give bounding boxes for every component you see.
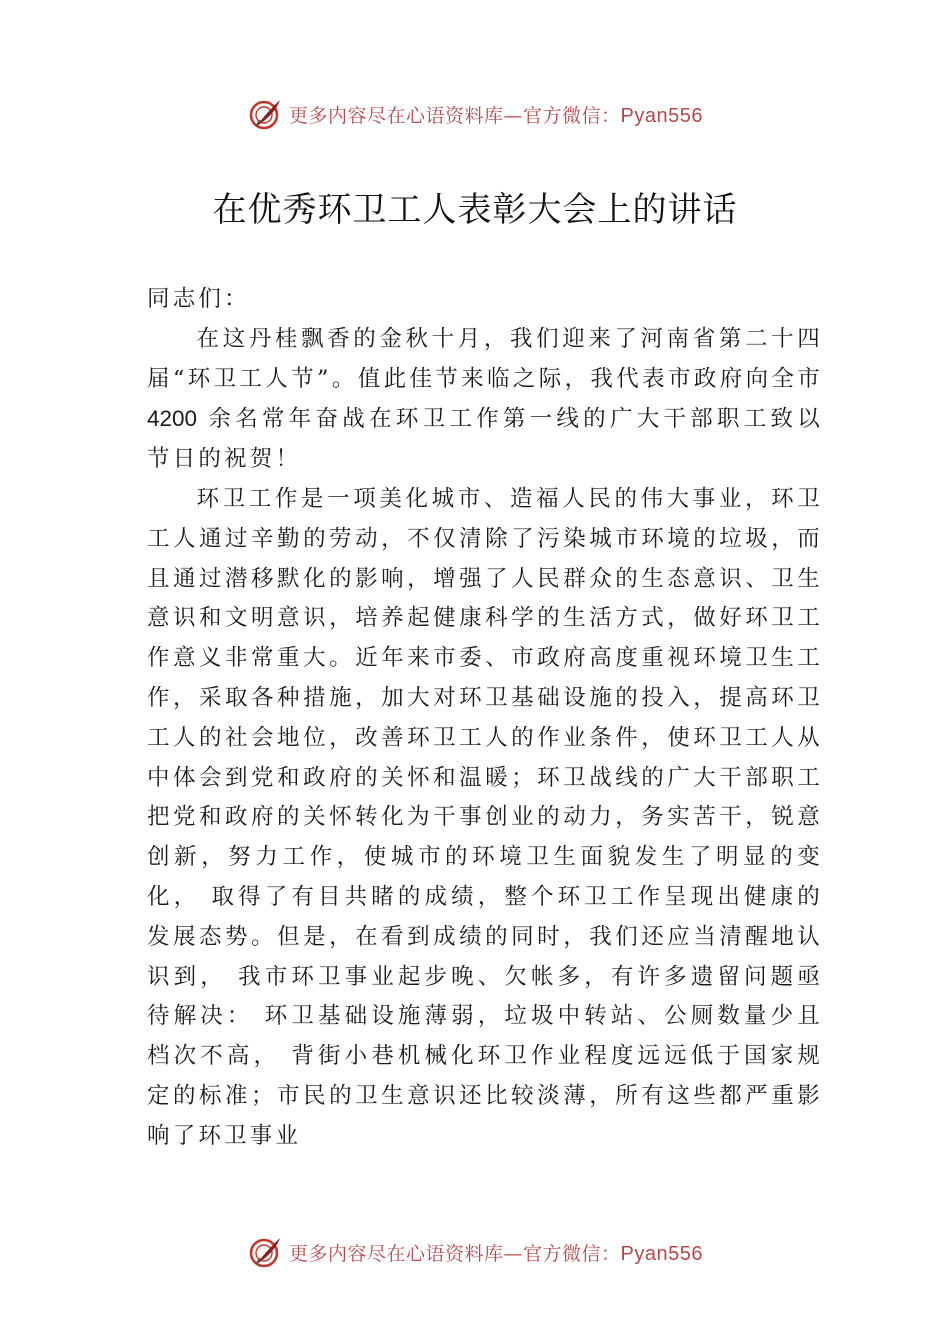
footer-banner <box>0 1230 950 1274</box>
banner-text <box>289 101 703 128</box>
document-body <box>147 280 823 1157</box>
wechat-label: 官方微信： <box>523 1242 621 1265</box>
paragraph-1 <box>147 320 823 480</box>
banner-text <box>289 1239 703 1266</box>
quill-pen-logo-icon <box>247 1234 283 1270</box>
wechat-label: 官方微信： <box>523 104 621 127</box>
wechat-id: Pyan556 <box>620 104 703 127</box>
site-text: 更多内容尽在心语资料库 <box>289 1242 504 1265</box>
paragraph-1-part-2: 余名常年奋战在环卫工作第一线的广大干部职工致以节日的祝贺！ <box>147 406 823 473</box>
wechat-id: Pyan556 <box>620 1242 703 1265</box>
salutation: 同志们： <box>147 286 250 312</box>
banner-dash: — <box>503 1242 524 1265</box>
header-banner <box>0 92 950 136</box>
page-title: 在优秀环卫工人表彰大会上的讲话 <box>212 190 738 230</box>
paragraph-1-part-1: 在这丹桂飘香的金秋十月，我们迎来了河南省第二十四届“环卫工人节”。值此佳节来临之际，我代表市政府向全市 <box>147 325 823 392</box>
worker-count: 4200 <box>147 406 198 432</box>
banner-dash: — <box>503 104 524 127</box>
paragraph-2: 环卫工作是一项美化城市、造福人民的伟大事业，环卫工人通过辛勤的劳动，不仅清除了污染城市环境的垃圾，而且通过潜移默化的影响，增强了人民群众的生态意识、卫生意识和文明意识，培养起健康科学的生活方式，做好环卫工作意义非常重大。近年来市委、市政府高度重视环境卫生工作，采取各种措施，加大对环卫基础设施的投入，提高环卫工人的社会地位，改善环卫工人的作业条件，使环卫工人从中体会到党和政府的关怀和温暖；环卫战线的广大干部职工把党和政府的关怀转化为干事创业的动力，务实苦干，锐意创新，努力工作，使城市的环境卫生面貌发生了明显的变化， 取得了有目共睹的成绩，整个环卫工作呈现出健康的发展态势。但是，在看到成绩的同时，我们还应当清醒地认识到， 我市环卫事业起步晚、欠帐多，有许多遗留问题亟待解决： 环卫基础设施薄弱，垃圾中转站、公厕数量少且档次不高， 背街小巷机械化环卫作业程度远远低于国家规定的标准；市民的卫生意识还比较淡薄，所有这些都严重影响了环卫事业 <box>147 485 823 1149</box>
site-text: 更多内容尽在心语资料库 <box>289 104 504 127</box>
quill-pen-logo-icon <box>247 96 283 132</box>
